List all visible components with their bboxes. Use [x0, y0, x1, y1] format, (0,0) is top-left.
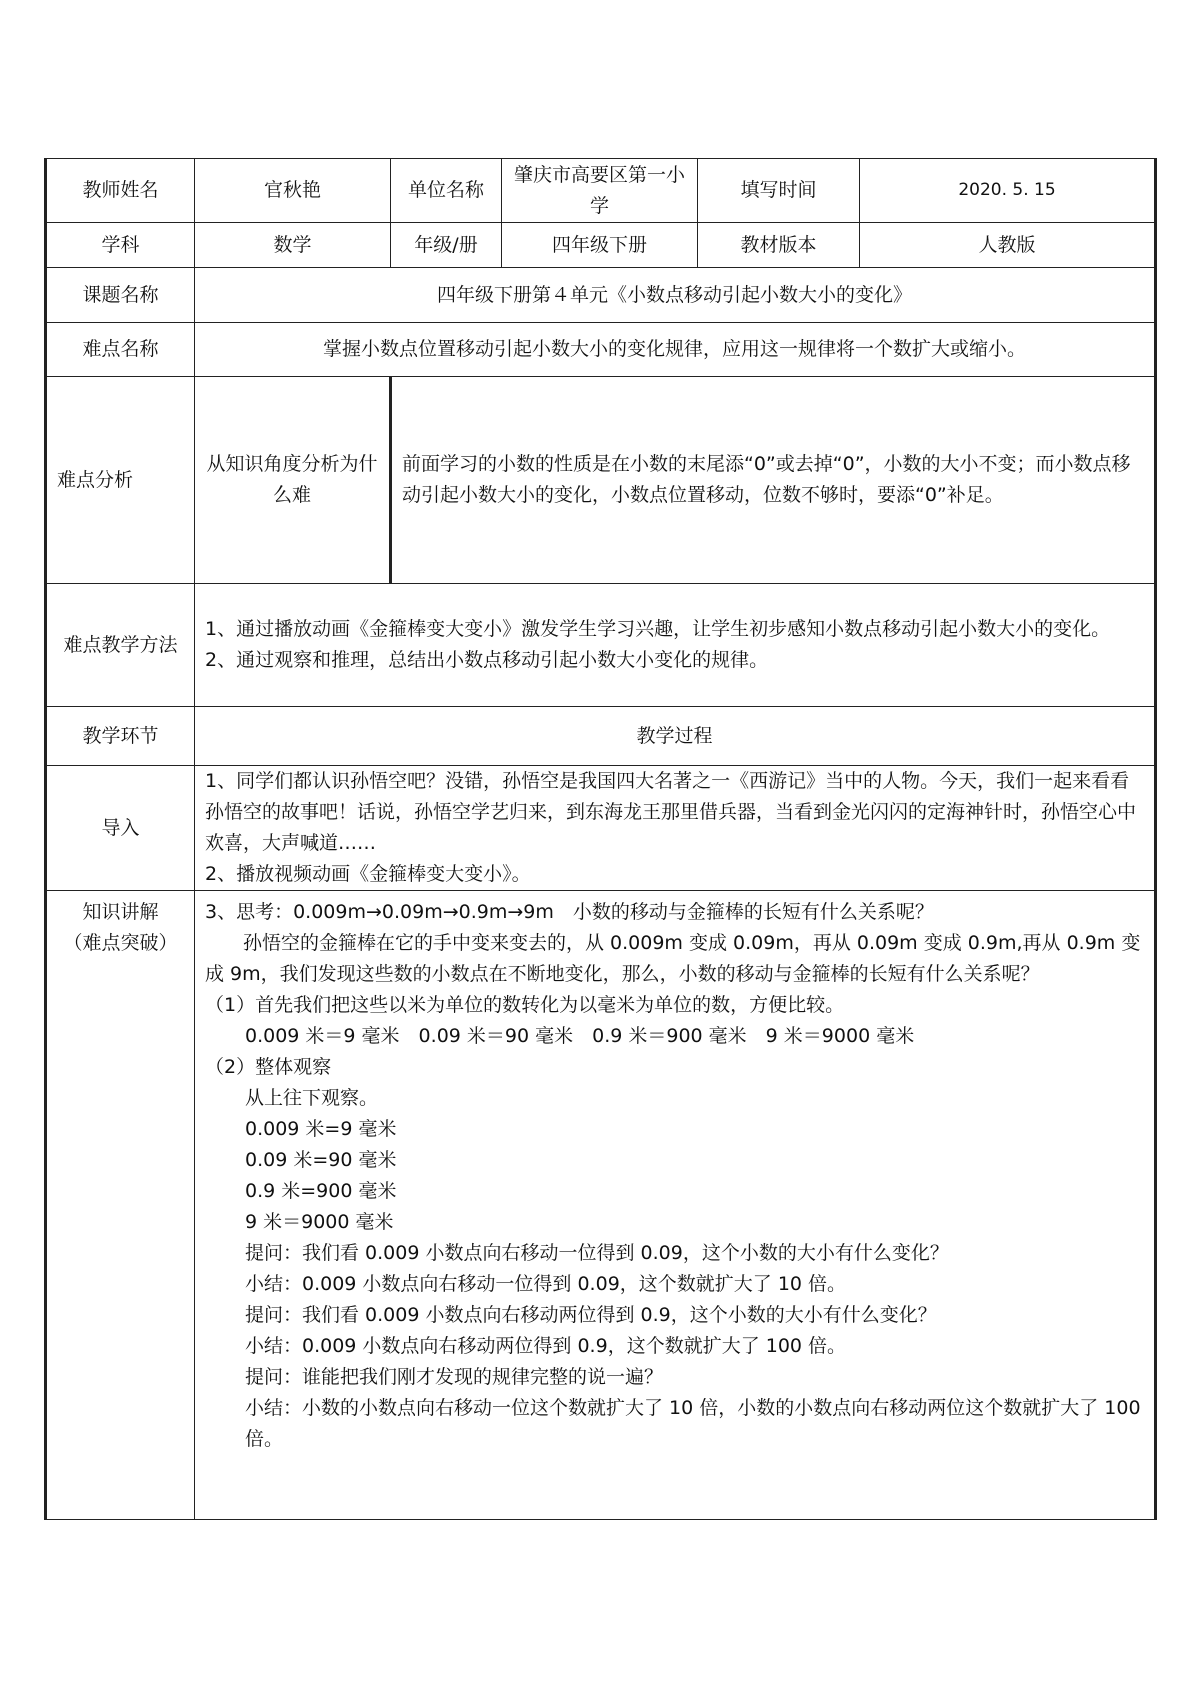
knowledge-content — [195, 891, 1156, 1520]
knowledge-observe: 从上往下观察。 — [245, 1087, 379, 1109]
knowledge-equation-1: 0.009 米=9 毫米 — [245, 1118, 397, 1140]
unit-label: 单位名称 — [391, 159, 502, 223]
teacher-value: 官秋艳 — [195, 159, 391, 223]
header-row-1 — [46, 159, 1156, 223]
knowledge-equation-4: 9 米＝9000 毫米 — [245, 1211, 394, 1233]
grade-label: 年级/册 — [391, 223, 502, 268]
process-step-header: 教学环节 — [46, 707, 195, 766]
knowledge-label-line-1: 知识讲解 — [82, 901, 159, 923]
method-line-1: 1、通过播放动画《金箍棒变大变小》激发学生学习兴趣，让学生初步感知小数点移动引起小数大小的变化。 — [205, 618, 1111, 640]
topic-row — [46, 268, 1156, 323]
knowledge-question-1: 提问：我们看 0.009 小数点向右移动一位得到 0.09，这个小数的大小有什么变化？ — [245, 1242, 949, 1264]
knowledge-question-2: 提问：我们看 0.009 小数点向右移动两位得到 0.9，这个小数的大小有什么变化？ — [245, 1304, 937, 1326]
header-row-2 — [46, 223, 1156, 268]
intro-content — [195, 766, 1156, 891]
intro-line-1: 1、同学们都认识孙悟空吧？没错，孙悟空是我国四大名著之一《西游记》当中的人物。今天，我们一起来看看孙悟空的故事吧！话说，孙悟空学艺归来，到东海龙王那里借兵器，当看到金光闪闪的定海神针时，孙悟空心中欢喜，大声喊道…… — [205, 770, 1137, 854]
knowledge-question-3: 提问：谁能把我们刚才发现的规律完整的说一遍？ — [245, 1366, 664, 1388]
analysis-row — [46, 377, 1156, 584]
knowledge-summary-1: 小结：0.009 小数点向右移动一位得到 0.09，这个数就扩大了 10 倍。 — [245, 1273, 847, 1295]
grade-value: 四年级下册 — [502, 223, 698, 268]
date-value: 2020. 5. 15 — [860, 159, 1156, 223]
difficulty-row — [46, 323, 1156, 377]
knowledge-paragraph: 孙悟空的金箍棒在它的手中变来变去的，从 0.009m 变成 0.09m，再从 0.09m 变成 0.9m,再从 0.9m 变成 9m，我们发现这些数的小数点在不断地变化，那么，小数的移动与金箍棒的长短有什么关系呢？ — [205, 932, 1141, 985]
intro-line-2: 2、播放视频动画《金箍棒变大变小》。 — [205, 863, 531, 885]
analysis-sub-label: 从知识角度分析为什么难 — [195, 377, 391, 584]
knowledge-summary-3: 小结：小数的小数点向右移动一位这个数就扩大了 10 倍，小数的小数点向右移动两位这个数就扩大了 100 倍。 — [245, 1397, 1141, 1450]
knowledge-step-1-equations: 0.009 米＝9 毫米 0.09 米＝90 毫米 0.9 米＝900 毫米 9 米＝9000 毫米 — [245, 1025, 915, 1047]
date-label: 填写时间 — [698, 159, 860, 223]
edition-label: 教材版本 — [698, 223, 860, 268]
knowledge-label — [46, 891, 195, 1520]
subject-label: 学科 — [46, 223, 195, 268]
knowledge-step-2: （2）整体观察 — [205, 1056, 332, 1078]
teacher-label: 教师姓名 — [46, 159, 195, 223]
knowledge-think: 3、思考：0.009m→0.09m→0.9m→9m 小数的移动与金箍棒的长短有什么关系呢？ — [205, 901, 934, 923]
topic-label: 课题名称 — [46, 268, 195, 323]
unit-value: 肇庆市高要区第一小学 — [502, 159, 698, 223]
knowledge-summary-2: 小结：0.009 小数点向右移动两位得到 0.9，这个数就扩大了 100 倍。 — [245, 1335, 847, 1357]
topic-value: 四年级下册第４单元《小数点移动引起小数大小的变化》 — [195, 268, 1156, 323]
method-row — [46, 584, 1156, 707]
edition-value: 人教版 — [860, 223, 1156, 268]
knowledge-row — [46, 891, 1156, 1520]
intro-label: 导入 — [46, 766, 195, 891]
knowledge-label-line-2: （难点突破） — [63, 932, 178, 954]
process-header-row — [46, 707, 1156, 766]
difficulty-label: 难点名称 — [46, 323, 195, 377]
difficulty-value: 掌握小数点位置移动引起小数大小的变化规律，应用这一规律将一个数扩大或缩小。 — [195, 323, 1156, 377]
knowledge-equation-3: 0.9 米=900 毫米 — [245, 1180, 397, 1202]
lesson-plan-sheet — [44, 158, 1154, 1520]
analysis-text: 前面学习的小数的性质是在小数的末尾添“0”或去掉“0”，小数的大小不变；而小数点移动引起小数大小的变化，小数点位置移动，位数不够时，要添“0”补足。 — [391, 377, 1156, 584]
lesson-plan-table — [44, 158, 1157, 1520]
method-line-2: 2、通过观察和推理，总结出小数点移动引起小数大小变化的规律。 — [205, 649, 769, 671]
method-content — [195, 584, 1156, 707]
analysis-label: 难点分析 — [46, 377, 195, 584]
knowledge-step-1: （1）首先我们把这些以米为单位的数转化为以毫米为单位的数，方便比较。 — [205, 994, 845, 1016]
intro-row — [46, 766, 1156, 891]
process-content-header: 教学过程 — [195, 707, 1156, 766]
method-label: 难点教学方法 — [46, 584, 195, 707]
knowledge-equation-2: 0.09 米=90 毫米 — [245, 1149, 397, 1171]
subject-value: 数学 — [195, 223, 391, 268]
